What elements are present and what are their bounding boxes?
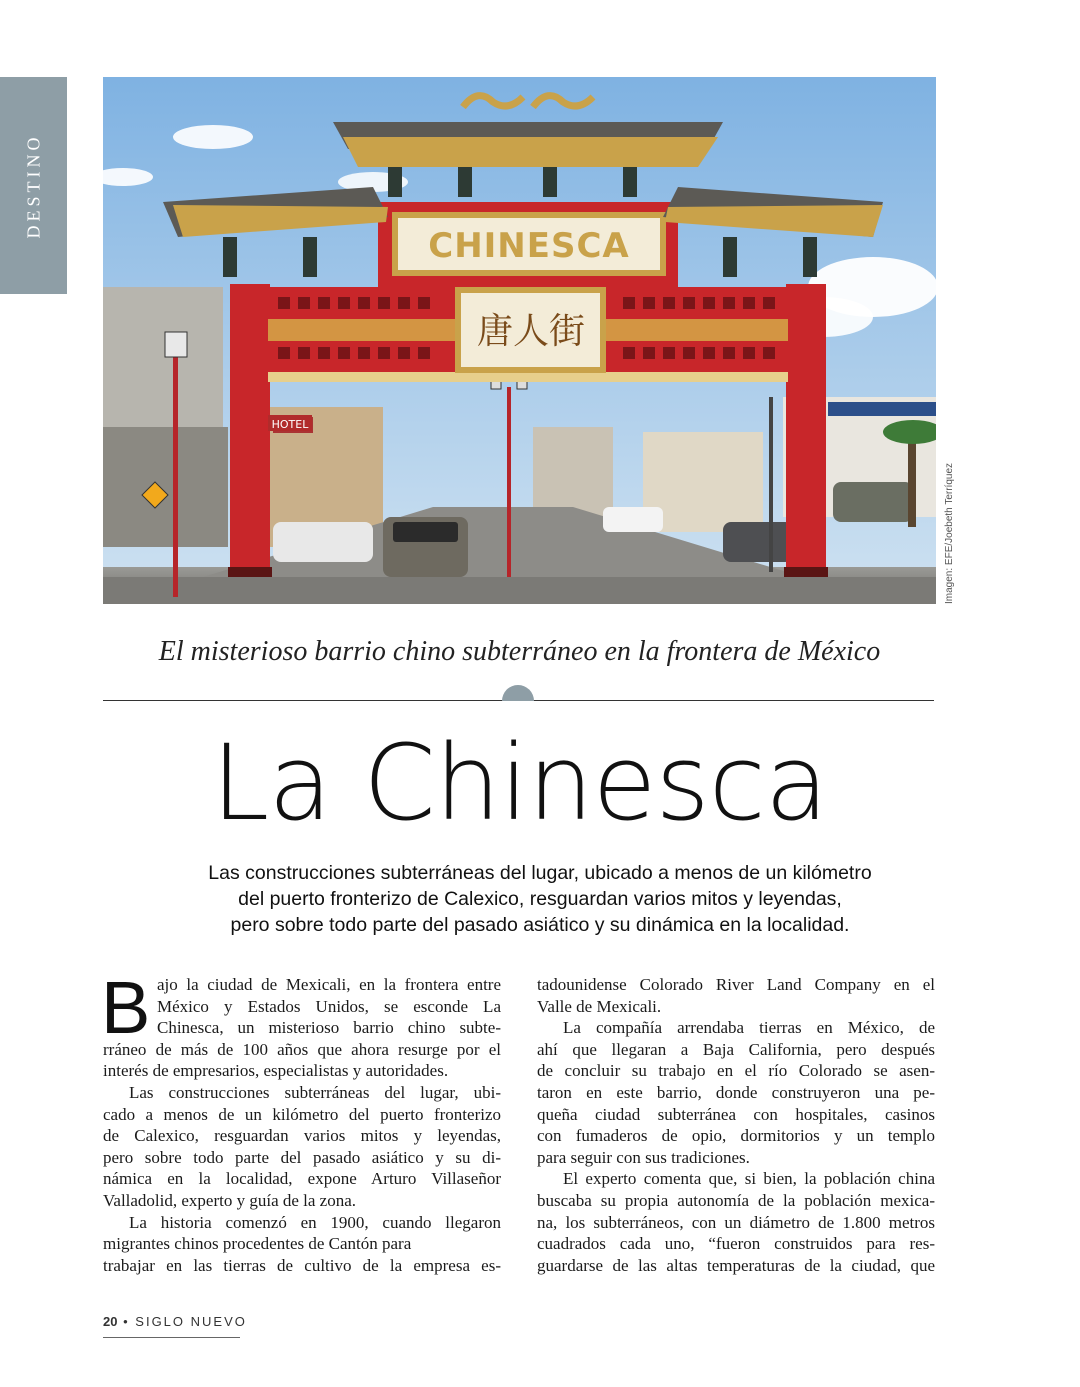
article-column-1 bbox=[101, 966, 501, 1276]
divider-ornament bbox=[502, 685, 534, 701]
article-subtitle: El misterioso barrio chino subterráneo en la frontera de México bbox=[158, 636, 881, 667]
text-line: queña ciudad subterránea con hospitales, casinos bbox=[537, 1104, 935, 1124]
text-line: de concluir su trabajo en el río Colorado se asen- bbox=[537, 1061, 935, 1081]
page-footer bbox=[103, 1314, 247, 1329]
publication-name: SIGLO NUEVO bbox=[135, 1314, 247, 1329]
article-lede bbox=[140, 860, 940, 938]
hotel-sign-text: HOTEL bbox=[271, 418, 309, 431]
text-line: con fumaderos de opio, dormitorios y un templo bbox=[537, 1126, 935, 1146]
chinesca-gate-illustration bbox=[103, 77, 936, 604]
text-line: tadounidense Colorado River Land Company en el bbox=[537, 975, 935, 994]
lede-line: pero sobre todo parte del pasado asiático y su dinámica en la localidad. bbox=[230, 914, 850, 936]
lede-line: Las construcciones subterráneas del lugar, ubicado a menos de un kilómetro bbox=[208, 862, 872, 884]
hero-photo bbox=[103, 77, 936, 604]
footer-rule bbox=[103, 1337, 240, 1338]
footer-separator: • bbox=[123, 1314, 130, 1329]
text-line: buscaba su propia autonomía de la población mexica- bbox=[537, 1190, 935, 1210]
text-line: para seguir con sus tradiciones. bbox=[537, 1147, 750, 1167]
section-tab bbox=[0, 77, 67, 294]
text-line: El experto comenta que, si bien, la población china bbox=[563, 1169, 935, 1189]
text-line: Las construcciones subterráneas del lugar, ubi- bbox=[129, 1082, 501, 1102]
text-line: México y Estados Unidos, se esconde La bbox=[157, 996, 501, 1016]
drop-cap: B bbox=[101, 966, 151, 1049]
article-column-2 bbox=[537, 974, 935, 1276]
text-line: interés de empresarios, especialistas y autoridades. bbox=[103, 1061, 449, 1081]
text-line: ajo la ciudad de Mexicali, en la frontera entre bbox=[157, 975, 501, 994]
text-line: ahí que llegaran a Baja California, pero después bbox=[537, 1039, 935, 1059]
text-line: cado a menos de un kilómetro del puerto fronterizo bbox=[103, 1104, 501, 1124]
text-line: na, los subterráneos, con un diámetro de 1.800 metros bbox=[537, 1212, 935, 1232]
lede-line: del puerto fronterizo de Calexico, resguardan varios mitos y leyendas, bbox=[238, 888, 842, 910]
text-line: námica en la localidad, expone Arturo Villaseñor bbox=[103, 1169, 501, 1189]
text-line: taron en este barrio, donde construyeron una pe- bbox=[537, 1082, 935, 1102]
photo-credit: Imagen: EFE/Joebeth Terríquez bbox=[944, 462, 955, 604]
text-line: La historia comenzó en 1900, cuando llegaron bbox=[129, 1212, 501, 1232]
text-line: La compañía arrendaba tierras en México, de bbox=[563, 1018, 935, 1038]
text-line: rráneo de más de 100 años que ahora resurge por el bbox=[103, 1039, 501, 1059]
text-line: Chinesca, un misterioso barrio chino subte- bbox=[157, 1018, 501, 1038]
page-number: 20 bbox=[103, 1314, 118, 1329]
text-line: guardarse de las altas temperaturas de la ciudad, que bbox=[537, 1255, 935, 1275]
text-line: pero sobre todo parte del pasado asiático y su di- bbox=[103, 1147, 501, 1167]
gate-sign-text: CHINESCA bbox=[428, 226, 630, 266]
text-line: cuadrados cada uno, “fueron construidos para res- bbox=[537, 1234, 935, 1254]
text-line: Valladolid, experto y guía de la zona. bbox=[103, 1190, 357, 1210]
text-line: Valle de Mexicali. bbox=[537, 996, 662, 1016]
text-line: de Calexico, resguardan varios mitos y leyendas, bbox=[103, 1126, 501, 1146]
gate-chinese-text: 唐人街 bbox=[476, 311, 586, 352]
text-line: migrantes chinos procedentes de Cantón para bbox=[103, 1234, 412, 1254]
text-line: trabajar en las tierras de cultivo de la empresa es- bbox=[103, 1255, 501, 1275]
article-headline: La Chinesca bbox=[211, 722, 828, 844]
section-tab-label: DESTINO bbox=[23, 133, 43, 238]
